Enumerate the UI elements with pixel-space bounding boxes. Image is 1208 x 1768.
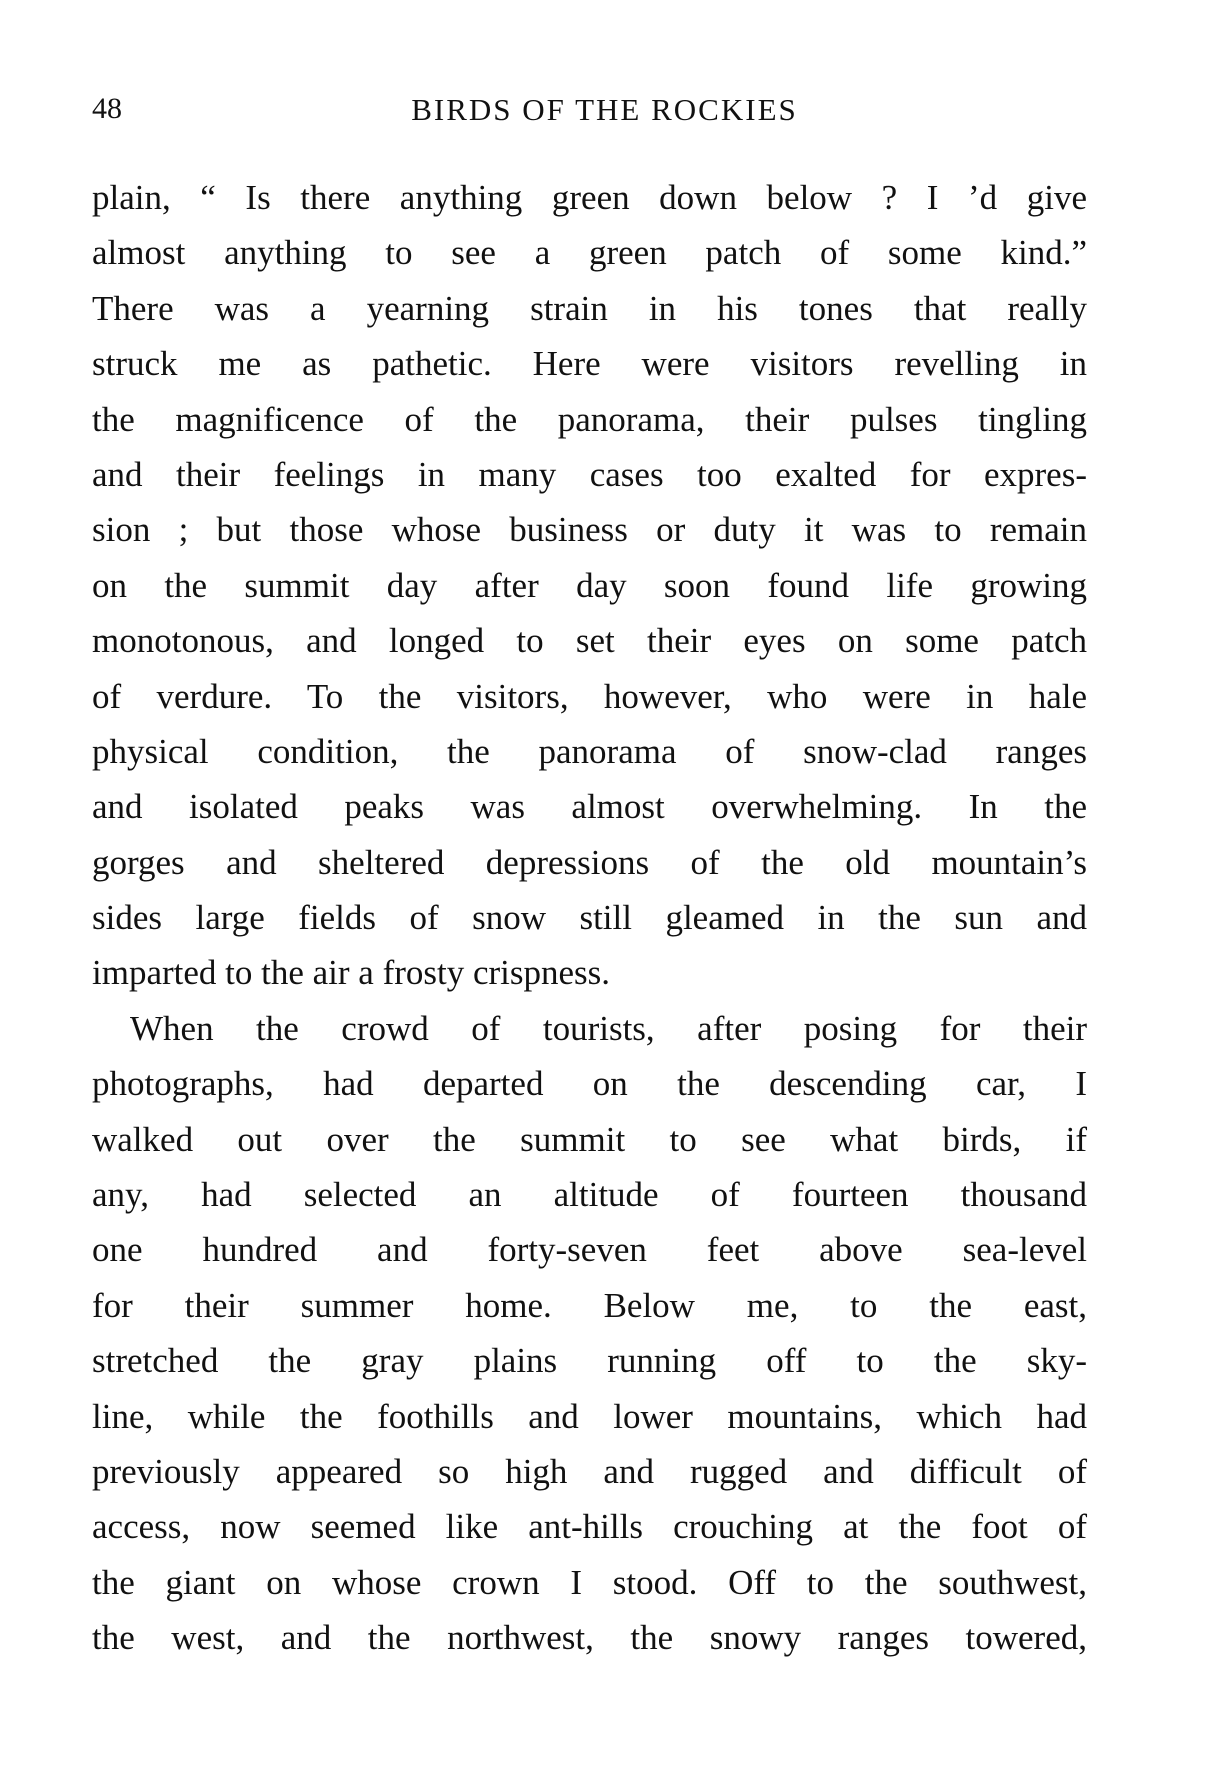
text-line: gorges and sheltered depressions of the old mountain’s [92, 842, 1087, 882]
text-line: almost anything to see a green patch of some kind.” [92, 233, 1087, 273]
text-line: access, now seemed like ant-hills crouching at the foot of [92, 1507, 1087, 1547]
text-line: There was a yearning strain in his tones that really [92, 288, 1087, 328]
text-line: physical condition, the panorama of snow-clad ranges [92, 731, 1087, 771]
text-line: the giant on whose crown I stood. Off to the southwest, [92, 1562, 1087, 1602]
text-line: of verdure. To the visitors, however, who were in hale [92, 676, 1087, 716]
text-line: on the summit day after day soon found life growing [92, 565, 1087, 605]
text-line: sides large fields of snow still gleamed in the sun and [92, 898, 1087, 938]
page-header [92, 92, 1087, 132]
text-line: plain, “ Is there anything green down below ? I ’d give [92, 178, 1087, 217]
text-line: photographs, had departed on the descending car, I [92, 1064, 1087, 1104]
text-line: the west, and the northwest, the snowy ranges towered, [92, 1618, 1087, 1658]
text-line: line, while the foothills and lower mountains, which had [92, 1396, 1087, 1436]
text-line: and isolated peaks was almost overwhelming. In the [92, 787, 1087, 827]
text-line: struck me as pathetic. Here were visitors revelling in [92, 344, 1087, 384]
text-line: imparted to the air a frosty crispness. [92, 953, 611, 993]
text-line: for their summer home. Below me, to the east, [92, 1285, 1087, 1325]
text-line: When the crowd of tourists, after posing for their [130, 1008, 1087, 1048]
text-line: and their feelings in many cases too exalted for expres- [92, 454, 1087, 494]
text-line: monotonous, and longed to set their eyes on some patch [92, 621, 1087, 661]
body-text [92, 170, 1087, 1666]
text-line: previously appeared so high and rugged and difficult of [92, 1451, 1087, 1491]
running-title: BIRDS OF THE ROCKIES [411, 92, 798, 127]
text-line: walked out over the summit to see what birds, if [92, 1119, 1087, 1159]
text-line: stretched the gray plains running off to the sky- [92, 1341, 1087, 1381]
text-line: any, had selected an altitude of fourteen thousand [92, 1175, 1087, 1215]
text-line: sion ; but those whose business or duty it was to remain [92, 510, 1087, 550]
text-line: one hundred and forty-seven feet above sea-level [92, 1230, 1087, 1270]
page-number: 48 [92, 92, 122, 125]
text-line: the magnificence of the panorama, their pulses tingling [92, 399, 1087, 439]
